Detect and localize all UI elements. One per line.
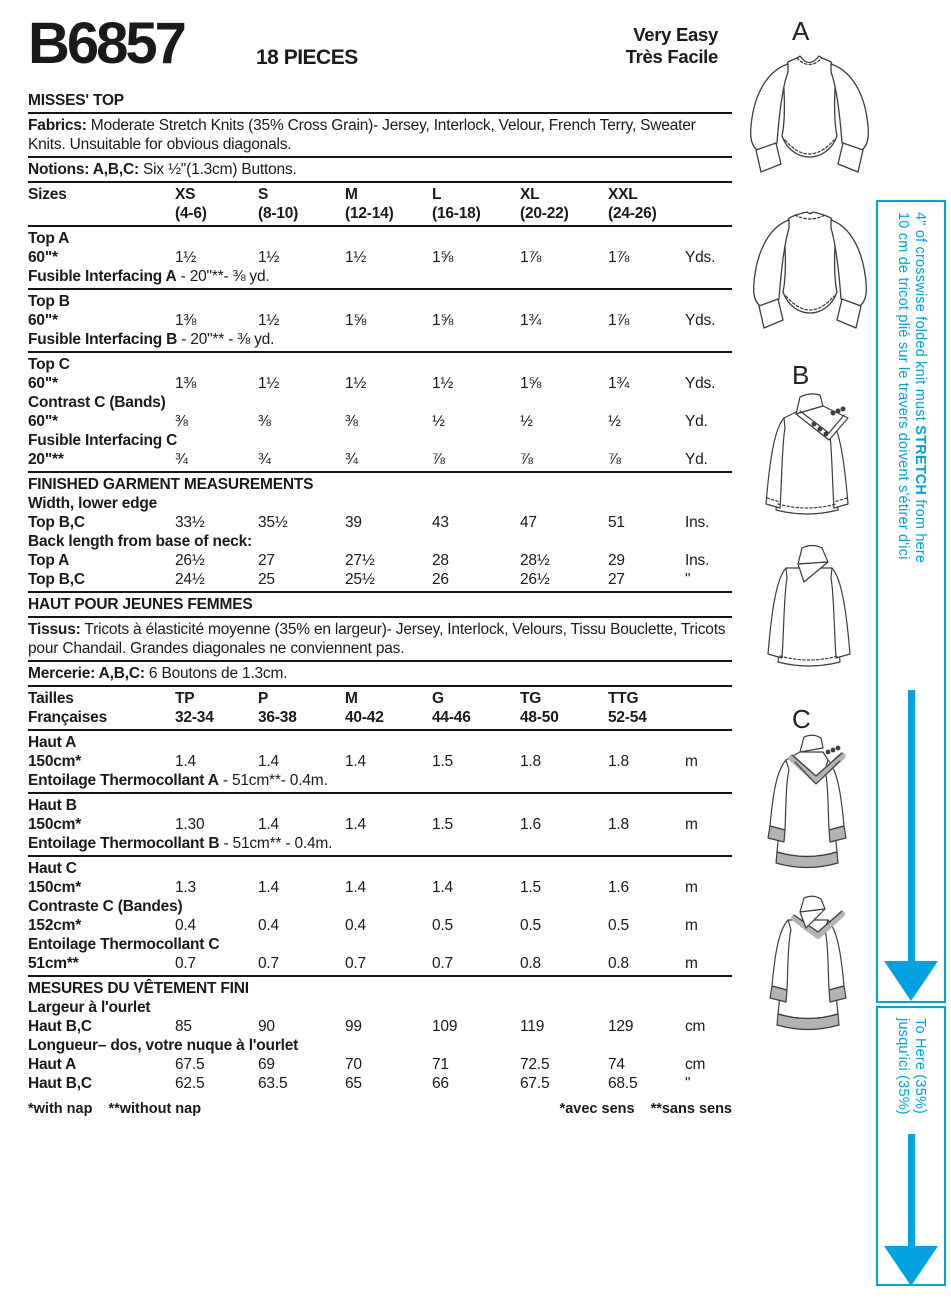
note-row: Entoilage Thermocollant A - 51cm**- 0.4m. [28,772,328,789]
value-cell: 0.5 [432,917,453,934]
unit-cell: m [685,816,698,833]
yardage-row [28,1074,732,1093]
group-label: Largeur à l'ourlet [28,999,151,1016]
difficulty-fr: Très Facile [625,46,718,67]
value-cell: ¾ [175,451,188,468]
footnote-fr [560,1100,732,1118]
paragraph-row: Tissus: Tricots à élasticité moyenne (35% en largeur)- Jersey, Interlock, Velours, Tissu Bouclette, Tricots pour Chandail. Grandes diagonales ne conviennent pas. [28,621,726,657]
unit-cell: m [685,917,698,934]
group-label: Haut B [28,797,77,814]
row-label: 150cm* [28,879,82,896]
row-label: 150cm* [28,753,82,770]
row-label: 60"* [28,249,58,266]
unit-cell: cm [685,1056,706,1073]
value-cell: 74 [608,1056,625,1073]
top-a-front-illustration [731,40,888,192]
value-cell: 1.30 [175,816,205,833]
yardage-row [28,570,732,589]
value-cell: 33½ [175,514,205,531]
value-cell: 28 [432,552,449,569]
value-cell: ⅜ [258,413,271,430]
value-cell: 66 [432,1075,449,1092]
row-label: 20"** [28,451,64,468]
footnote-without-nap: **without nap [108,1101,202,1117]
size-header-cell [685,204,731,223]
value-cell: ½ [520,413,533,430]
unit-cell: Ins. [685,514,710,531]
paragraph-row: Mercerie: A,B,C: 6 Boutons de 1.3cm. [28,665,288,682]
row-label: Top B,C [28,514,85,531]
group-label: Haut A [28,734,77,751]
unit-cell: Yd. [685,451,708,468]
yardage-row [28,412,732,431]
unit-cell: m [685,879,698,896]
value-cell: 0.7 [345,955,366,972]
row-label: Haut B,C [28,1018,92,1035]
value-cell: 1.4 [432,879,453,896]
value-cell: 0.7 [432,955,453,972]
value-cell: 0.8 [520,955,541,972]
top-c-back-illustration [748,892,870,1040]
size-header-cell: 32-34 [175,709,214,726]
value-cell: 27½ [345,552,375,569]
group-label: Contraste C (Bandes) [28,898,183,915]
value-cell: 0.7 [258,955,279,972]
group-label: Contrast C (Bands) [28,394,166,411]
size-header-label: Françaises [28,709,107,726]
size-header-cell: 52-54 [608,709,647,726]
value-cell: 1⅝ [432,312,454,329]
group-label: Top A [28,230,70,247]
value-cell: 26½ [175,552,205,569]
value-cell: 1½ [258,312,280,329]
table-rule [28,351,732,353]
value-cell: 51 [608,514,625,531]
view-c-label: C [792,704,811,734]
value-cell: 47 [520,514,537,531]
table-rule [28,792,732,794]
yardage-row [28,1055,732,1074]
value-cell: 1.8 [608,753,629,770]
size-header-cell [685,185,731,204]
to-here-en: To Here (35%) [912,1018,928,1115]
garment-title: MISSES' TOP [28,92,124,109]
value-cell: 0.5 [608,917,629,934]
table-rule [28,975,732,977]
value-cell: 1½ [345,375,367,392]
value-cell: 35½ [258,514,288,531]
group-label: Back length from base of neck: [28,533,252,550]
to-here-text [894,1018,928,1115]
value-cell: ⅜ [175,413,188,430]
unit-cell: Yds. [685,312,716,329]
size-header-cell: 48-50 [520,709,559,726]
value-cell: 1.4 [258,753,279,770]
value-cell: 1⅝ [432,249,454,266]
value-cell: 25½ [345,571,375,588]
paragraph-row: Notions: A,B,C: Six ½"(1.3cm) Buttons. [28,161,297,178]
unit-cell: cm [685,1018,706,1035]
value-cell: 67.5 [175,1056,205,1073]
masthead [28,12,732,84]
size-header-cell: 44-46 [432,709,471,726]
value-cell: 1⅝ [520,375,542,392]
row-label: 60"* [28,375,58,392]
unit-cell: m [685,955,698,972]
table-rule [28,156,732,158]
value-cell: ⅜ [345,413,358,430]
size-header-row [28,689,732,727]
value-cell: 1⅞ [608,312,630,329]
table-rule [28,225,732,227]
value-cell: 99 [345,1018,362,1035]
main-sheet [28,12,732,1118]
pattern-number: B6857 [28,11,184,76]
group-label: Top B [28,293,70,310]
size-header-cell: XL [520,186,540,203]
value-cell: 26½ [520,571,550,588]
value-cell: ¾ [345,451,358,468]
value-cell: 1⅞ [520,249,542,266]
value-cell: 129 [608,1018,634,1035]
value-cell: ⅞ [608,451,621,468]
value-cell: 0.4 [345,917,366,934]
stretch-gauge-text [894,212,928,563]
value-cell: 1.4 [175,753,196,770]
unit-cell: Ins. [685,552,710,569]
value-cell: 1.5 [520,879,541,896]
stretch-gauge-box [876,200,946,1003]
stretch-note-en: 4" of crosswise folded knit must STRETCH from here [912,212,928,564]
value-cell: 90 [258,1018,275,1035]
size-header-cell: (4-6) [175,205,207,222]
value-cell: 0.7 [175,955,196,972]
value-cell: 1.4 [258,816,279,833]
to-here-fr: jusqu'ici (35%) [895,1018,911,1115]
size-header-cell: TG [520,690,542,707]
yardage-row [28,374,732,393]
note-row: Entoilage Thermocollant B - 51cm** - 0.4m. [28,835,333,852]
size-header-cell: S [258,186,269,203]
value-cell: 69 [258,1056,275,1073]
row-label: 152cm* [28,917,82,934]
value-cell: 70 [345,1056,362,1073]
footnote-with-nap: *with nap [28,1101,93,1117]
row-label: Top B,C [28,571,85,588]
size-header-cell: M [345,690,358,707]
value-cell: 27 [608,571,625,588]
size-header-cell: P [258,690,269,707]
value-cell: 1.4 [258,879,279,896]
value-cell: ⅞ [520,451,533,468]
value-cell: 1.5 [432,816,453,833]
group-label: Fusible Interfacing C [28,432,178,449]
footnote-sans-sens: **sans sens [650,1101,732,1117]
unit-cell: " [685,571,691,588]
value-cell: 1.6 [520,816,541,833]
value-cell: 68.5 [608,1075,638,1092]
paragraph-row: Fabrics: Moderate Stretch Knits (35% Cross Grain)- Jersey, Interlock, Velour, French Terry, Sweater Knits. Unsuitable for obvious diagonals. [28,117,696,153]
note-row: Fusible Interfacing A - 20"**- ⅜ yd. [28,268,270,285]
size-header-row [28,185,732,223]
size-header-cell: (24-26) [608,205,657,222]
size-header-label: Tailles [28,690,74,707]
value-cell: 1.8 [520,753,541,770]
top-a-back-illustration [736,198,884,348]
value-cell: 1.8 [608,816,629,833]
value-cell: 24½ [175,571,205,588]
value-cell: 85 [175,1018,192,1035]
size-header-cell: (8-10) [258,205,299,222]
table-rule [28,112,732,114]
value-cell: 1½ [345,249,367,266]
group-label: Entoilage Thermocollant C [28,936,220,953]
value-cell: ½ [432,413,445,430]
value-cell: 43 [432,514,449,531]
row-label: 51cm** [28,955,79,972]
group-label: Width, lower edge [28,495,158,512]
section-heading: FINISHED GARMENT MEASUREMENTS [28,476,314,493]
table-rule [28,729,732,731]
yardage-row [28,450,732,469]
footnote-en [28,1100,201,1118]
yardage-row [28,513,732,532]
value-cell: 1½ [258,375,280,392]
value-cell: 1⅜ [175,375,197,392]
value-cell: 1.5 [432,753,453,770]
value-cell: ¾ [258,451,271,468]
table-rule [28,591,732,593]
top-b-front-illustration [744,386,870,532]
stretch-target-box [876,1006,946,1286]
value-cell: 1¾ [520,312,542,329]
yardage-row [28,248,732,267]
value-cell: 109 [432,1018,458,1035]
value-cell: 0.4 [258,917,279,934]
unit-cell: Yd. [685,413,708,430]
yardage-row [28,878,732,897]
value-cell: 62.5 [175,1075,205,1092]
table-rule [28,471,732,473]
value-cell: 39 [345,514,362,531]
pieces-count: 18 PIECES [256,46,358,69]
value-cell: 29 [608,552,625,569]
row-label: Top A [28,552,70,569]
value-cell: 1½ [258,249,280,266]
value-cell: 65 [345,1075,362,1092]
value-cell: 1½ [175,249,197,266]
size-header-cell: (12-14) [345,205,394,222]
value-cell: 25 [258,571,275,588]
size-header-cell: XXL [608,186,638,203]
value-cell: ⅞ [432,451,445,468]
value-cell: 1⅞ [608,249,630,266]
value-cell: 67.5 [520,1075,550,1092]
table-rule [28,616,732,618]
table-rule [28,685,732,687]
value-cell: 71 [432,1056,449,1073]
difficulty-en: Very Easy [633,24,718,45]
unit-cell: Yds. [685,249,716,266]
group-label: Longueur– dos, votre nuque à l'ourlet [28,1037,299,1054]
value-cell: 1.4 [345,753,366,770]
value-cell: 1.4 [345,816,366,833]
value-cell: 27 [258,552,275,569]
size-header-cell: M [345,186,358,203]
value-cell: 1.4 [345,879,366,896]
row-label: 60"* [28,413,58,430]
view-a-label: A [792,16,810,46]
value-cell: 26 [432,571,449,588]
value-cell: 0.5 [520,917,541,934]
unit-cell: Yds. [685,375,716,392]
size-header-cell: (16-18) [432,205,481,222]
group-label: Haut C [28,860,77,877]
value-cell: 1⅝ [345,312,367,329]
value-cell: 0.4 [175,917,196,934]
top-c-front-illustration [744,730,870,876]
table-rule [28,288,732,290]
view-b-label: B [792,360,810,390]
value-cell: 72.5 [520,1056,550,1073]
unit-cell: " [685,1075,691,1092]
yardage-row [28,752,732,771]
section-heading: HAUT POUR JEUNES FEMMES [28,596,253,613]
footnote-avec-sens: *avec sens [559,1101,635,1117]
group-label: Top C [28,356,70,373]
size-header-cell: TTG [608,690,639,707]
footnotes [28,1095,732,1118]
table-rule [28,660,732,662]
table-rule [28,181,732,183]
yardage-row [28,311,732,330]
size-header-cell: XS [175,186,196,203]
row-label: 60"* [28,312,58,329]
size-header-label [28,204,175,223]
value-cell: ½ [608,413,621,430]
row-label: 150cm* [28,816,82,833]
difficulty-badge [626,24,718,68]
yardage-row [28,954,732,973]
top-b-back-illustration [748,538,870,684]
section-heading: MESURES DU VÊTEMENT FINI [28,980,249,997]
size-header-cell: L [432,186,442,203]
value-cell: 28½ [520,552,550,569]
size-header-label: Sizes [28,186,67,203]
yardage-row [28,815,732,834]
stretch-note-fr: 10 cm de tricot plié sur le travers doivent s'étirer d'ici [895,212,911,560]
yardage-row [28,551,732,570]
value-cell: 119 [520,1018,545,1035]
size-header-cell: G [432,690,444,707]
size-header-cell: 40-42 [345,709,384,726]
value-cell: 1⅜ [175,312,197,329]
yardage-row [28,916,732,935]
note-row: Fusible Interfacing B - 20"** - ⅜ yd. [28,331,275,348]
size-header-cell [685,689,731,708]
yardage-row [28,1017,732,1036]
size-header-cell: 36-38 [258,709,297,726]
unit-cell: m [685,753,698,770]
value-cell: 63.5 [258,1075,288,1092]
value-cell: 1¾ [608,375,630,392]
size-header-cell: (20-22) [520,205,569,222]
value-cell: 0.8 [608,955,629,972]
table-rule [28,855,732,857]
spec-table [28,112,732,1093]
size-header-cell [685,708,731,727]
value-cell: 1.6 [608,879,629,896]
row-label: Haut B,C [28,1075,92,1092]
value-cell: 1.3 [175,879,196,896]
size-header-cell: TP [175,690,195,707]
value-cell: 1½ [432,375,454,392]
row-label: Haut A [28,1056,77,1073]
